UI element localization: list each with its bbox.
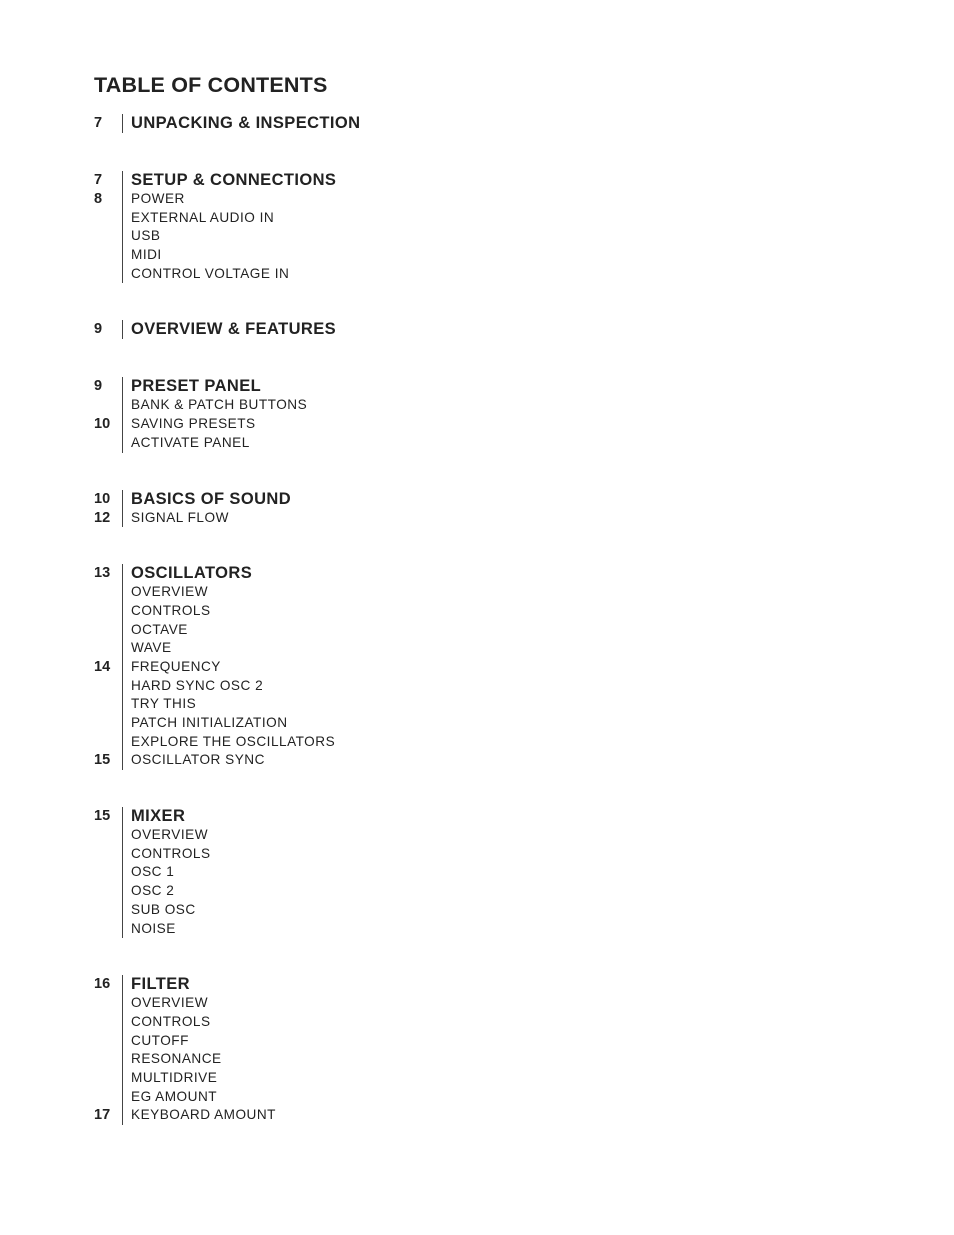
toc-entry-row[interactable] bbox=[94, 695, 854, 714]
toc-entry-row[interactable] bbox=[94, 658, 854, 677]
toc-entry-row[interactable] bbox=[94, 583, 854, 602]
toc-entry-row[interactable] bbox=[94, 714, 854, 733]
toc-entry-label: OSC 1 bbox=[122, 863, 174, 882]
toc-entry-label: HARD SYNC OSC 2 bbox=[122, 677, 263, 696]
section-spacer bbox=[94, 938, 854, 975]
toc-entry-row[interactable] bbox=[94, 265, 854, 284]
toc-heading-label: BASICS OF SOUND bbox=[122, 490, 291, 509]
toc-entry-row[interactable] bbox=[94, 826, 854, 845]
toc-entry-label: KEYBOARD AMOUNT bbox=[122, 1106, 276, 1125]
page-title: TABLE OF CONTENTS bbox=[94, 73, 328, 97]
toc-heading-label: FILTER bbox=[122, 975, 190, 994]
toc-entry-label: FREQUENCY bbox=[122, 658, 221, 677]
toc-heading-row[interactable] bbox=[94, 807, 854, 826]
toc-entry-row[interactable] bbox=[94, 1069, 854, 1088]
toc-entry-label: OCTAVE bbox=[122, 621, 188, 640]
toc-entry-label: EG AMOUNT bbox=[122, 1088, 217, 1107]
toc-heading-page-number: 10 bbox=[94, 490, 111, 507]
toc-entry-label: USB bbox=[122, 227, 160, 246]
toc-entry-row[interactable] bbox=[94, 246, 854, 265]
toc-entry-label: RESONANCE bbox=[122, 1050, 222, 1069]
toc-heading-page-number: 9 bbox=[94, 321, 103, 338]
toc-entry-row[interactable] bbox=[94, 396, 854, 415]
toc-entry-row[interactable] bbox=[94, 602, 854, 621]
toc-entry-row[interactable] bbox=[94, 733, 854, 752]
toc-entry-page-number: 17 bbox=[94, 1107, 111, 1124]
toc-entry-row[interactable] bbox=[94, 882, 854, 901]
toc-heading-page-number: 16 bbox=[94, 976, 111, 993]
toc-entry-page-number: 15 bbox=[94, 752, 111, 769]
toc-heading-page-number: 15 bbox=[94, 808, 111, 825]
toc-entry-label: MULTIDRIVE bbox=[122, 1069, 217, 1088]
toc-entry-row[interactable] bbox=[94, 209, 854, 228]
toc-heading-label: UNPACKING & INSPECTION bbox=[122, 114, 360, 133]
toc-entry-row[interactable] bbox=[94, 434, 854, 453]
toc-entry-row[interactable] bbox=[94, 901, 854, 920]
toc-heading-row[interactable] bbox=[94, 490, 854, 509]
toc-entry-label: CONTROLS bbox=[122, 602, 211, 621]
toc-entry-label: CUTOFF bbox=[122, 1032, 189, 1051]
table-of-contents bbox=[94, 72, 854, 1125]
toc-entry-row[interactable] bbox=[94, 845, 854, 864]
toc-heading-label: PRESET PANEL bbox=[122, 377, 261, 396]
toc-section bbox=[94, 975, 854, 1125]
toc-heading-label: OSCILLATORS bbox=[122, 564, 252, 583]
toc-section bbox=[94, 320, 854, 339]
toc-entry-page-number: 8 bbox=[94, 191, 103, 207]
toc-entry-label: SAVING PRESETS bbox=[122, 415, 256, 434]
section-spacer bbox=[94, 527, 854, 564]
toc-entry-label: WAVE bbox=[122, 639, 172, 658]
toc-heading-row[interactable] bbox=[94, 320, 854, 339]
toc-entry-row[interactable] bbox=[94, 751, 854, 770]
toc-entry-label: NOISE bbox=[122, 920, 176, 939]
toc-entry-row[interactable] bbox=[94, 639, 854, 658]
toc-section bbox=[94, 807, 854, 938]
toc-section bbox=[94, 377, 854, 452]
toc-entry-row[interactable] bbox=[94, 415, 854, 434]
toc-heading-page-number: 7 bbox=[94, 115, 103, 131]
toc-entry-label: OSC 2 bbox=[122, 882, 174, 901]
toc-entry-page-number: 10 bbox=[94, 416, 111, 433]
toc-heading-row[interactable] bbox=[94, 975, 854, 994]
toc-entry-row[interactable] bbox=[94, 227, 854, 246]
section-spacer bbox=[94, 283, 854, 320]
toc-entry-label: OVERVIEW bbox=[122, 826, 208, 845]
toc-entry-row[interactable] bbox=[94, 920, 854, 939]
section-spacer bbox=[94, 133, 854, 171]
toc-entry-label: CONTROL VOLTAGE IN bbox=[122, 265, 289, 284]
toc-heading-row[interactable] bbox=[94, 564, 854, 583]
toc-entry-row[interactable] bbox=[94, 994, 854, 1013]
section-spacer bbox=[94, 770, 854, 807]
toc-heading-page-number: 13 bbox=[94, 565, 111, 582]
toc-section bbox=[94, 490, 854, 528]
toc-entry-row[interactable] bbox=[94, 1032, 854, 1051]
toc-entry-row[interactable] bbox=[94, 1106, 854, 1125]
toc-entry-label: EXTERNAL AUDIO IN bbox=[122, 209, 274, 228]
toc-entry-label: PATCH INITIALIZATION bbox=[122, 714, 288, 733]
toc-entry-row[interactable] bbox=[94, 509, 854, 528]
toc-entry-row[interactable] bbox=[94, 1088, 854, 1107]
toc-heading-page-number: 7 bbox=[94, 172, 103, 188]
toc-heading-label: SETUP & CONNECTIONS bbox=[122, 171, 336, 190]
toc-entry-label: OVERVIEW bbox=[122, 583, 208, 602]
toc-entry-label: POWER bbox=[122, 190, 185, 209]
toc-entry-label: CONTROLS bbox=[122, 1013, 211, 1032]
toc-heading-row[interactable] bbox=[94, 377, 854, 396]
toc-entry-page-number: 14 bbox=[94, 658, 111, 675]
toc-entry-label: SIGNAL FLOW bbox=[122, 509, 229, 528]
toc-heading-label: OVERVIEW & FEATURES bbox=[122, 320, 336, 339]
toc-section bbox=[94, 114, 854, 133]
toc-entry-label: OVERVIEW bbox=[122, 994, 208, 1013]
toc-heading-row[interactable] bbox=[94, 114, 854, 133]
section-spacer bbox=[94, 453, 854, 490]
toc-entry-row[interactable] bbox=[94, 190, 854, 209]
toc-entry-row[interactable] bbox=[94, 1050, 854, 1069]
toc-entry-label: SUB OSC bbox=[122, 901, 196, 920]
toc-entry-label: CONTROLS bbox=[122, 845, 211, 864]
toc-entry-label: EXPLORE THE OSCILLATORS bbox=[122, 733, 335, 752]
toc-heading-page-number: 9 bbox=[94, 378, 103, 395]
toc-entry-row[interactable] bbox=[94, 1013, 854, 1032]
toc-entry-row[interactable] bbox=[94, 621, 854, 640]
toc-entry-row[interactable] bbox=[94, 863, 854, 882]
toc-section bbox=[94, 564, 854, 770]
toc-entry-label: MIDI bbox=[122, 246, 162, 265]
toc-entry-label: OSCILLATOR SYNC bbox=[122, 751, 265, 770]
toc-entry-page-number: 12 bbox=[94, 509, 111, 526]
toc-section-list bbox=[94, 114, 854, 1125]
toc-heading-row[interactable] bbox=[94, 171, 854, 190]
section-spacer bbox=[94, 339, 854, 377]
toc-entry-label: TRY THIS bbox=[122, 695, 196, 714]
toc-entry-label: ACTIVATE PANEL bbox=[122, 434, 250, 453]
toc-entry-label: BANK & PATCH BUTTONS bbox=[122, 396, 307, 415]
toc-heading-label: MIXER bbox=[122, 807, 185, 826]
toc-entry-row[interactable] bbox=[94, 677, 854, 696]
toc-section bbox=[94, 171, 854, 283]
